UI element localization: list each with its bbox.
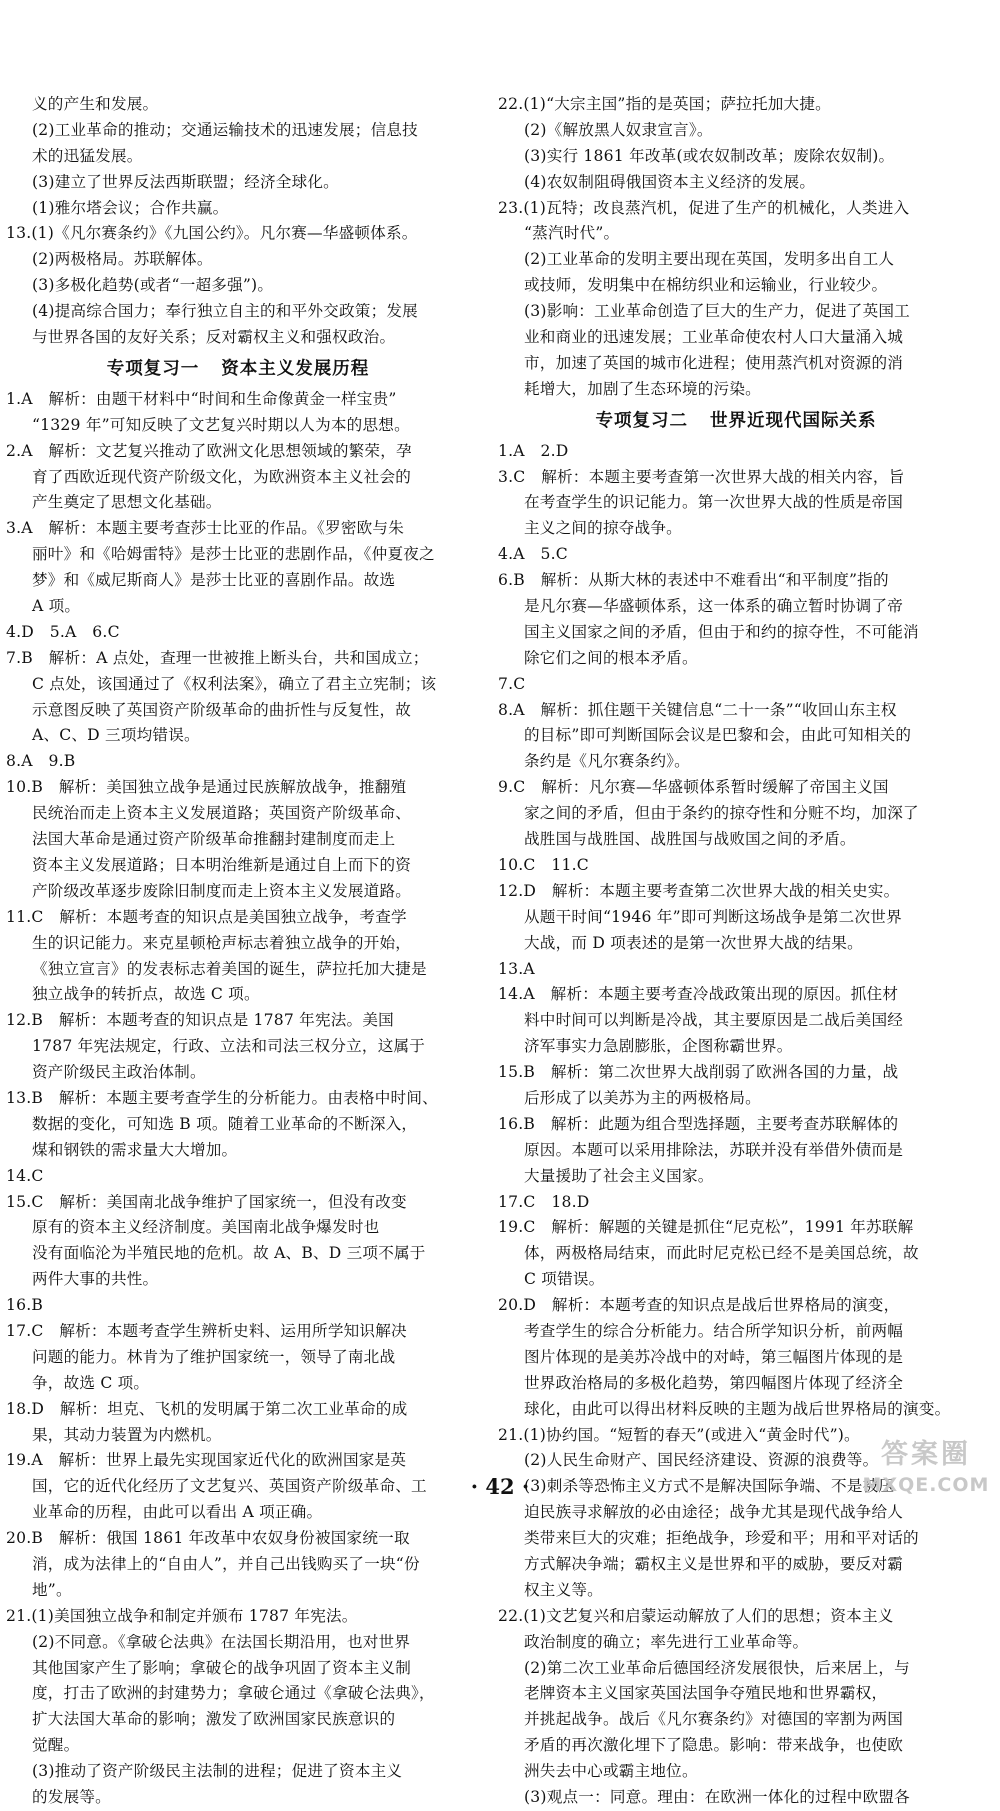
answer-line: 主义之间的掠夺战争。 <box>524 519 682 538</box>
answer-line: 1787 年宪法规定，行政、立法和司法三权分立，这属于 <box>32 1037 426 1056</box>
answer-line: 国，它的近代化经历了文艺复兴、英国资产阶级革命、工 <box>32 1477 427 1496</box>
answer-line: 4.A 5.C <box>498 545 568 564</box>
answer-line: 家之间的矛盾，但由于条约的掠夺性和分赃不均，加深了 <box>524 804 919 823</box>
answer-line: 17.C 18.D <box>498 1192 590 1211</box>
answer-line: 示意图反映了英国资产阶级革命的曲折性与反复性，故 <box>32 700 412 719</box>
answer-line: 并挑起战争。战后《凡尔赛条约》对德国的宰割为两国 <box>524 1710 904 1729</box>
answer-line: 22.(1)文艺复兴和启蒙运动解放了人们的思想；资本主义 <box>498 1606 894 1625</box>
answer-line: 15.C 解析：美国南北战争维护了国家统一，但没有改变 <box>6 1192 407 1211</box>
answer-line: 13.A <box>498 959 535 978</box>
answer-line: 21.(1)协约国。“短暂的春天”(或进入“黄金时代”)。 <box>498 1425 860 1444</box>
answer-line: 13.B 解析：本题主要考查学生的分析能力。由表格中时间、 <box>6 1088 438 1107</box>
answer-line: 产阶级改革逐步废除旧制度而走上资本主义发展道路。 <box>32 881 412 900</box>
answer-line: 没有面临沦为半殖民地的危机。故 A、B、D 三项不属于 <box>32 1244 426 1263</box>
answer-line: 民统治而走上资本主义发展道路；英国资产阶级革命、 <box>32 804 412 823</box>
answer-line: 其他国家产生了影响；拿破仑的战争巩固了资本主义制 <box>32 1658 412 1677</box>
answer-line: (2)第二次工业革命后德国经济发展很快，后来居上，与 <box>524 1658 910 1677</box>
answer-line: 8.A 解析：抓住题干关键信息“二十一条”“收回山东主权 <box>498 700 897 719</box>
answer-line: A 项。 <box>32 597 81 616</box>
answer-line: 法国大革命是通过资产阶级革命推翻封建制度而走上 <box>32 830 396 849</box>
answer-line: 18.D 解析：坦克、飞机的发明属于第二次工业革命的成 <box>6 1399 408 1418</box>
answer-line: 3.C 解析：本题主要考查第一次世界大战的相关内容，旨 <box>498 467 905 486</box>
answer-line: 17.C 解析：本题考查学生辨析史料、运用所学知识解决 <box>6 1321 407 1340</box>
answer-line: (4)提高综合国力；奉行独立自主的和平外交政策；发展 <box>32 302 418 321</box>
answer-line: C 点处，该国通过了《权利法案》，确立了君主立宪制；该 <box>32 674 437 693</box>
answer-line: 或技师，发明集中在棉纺织业和运输业，行业较少。 <box>524 276 888 295</box>
answer-line: 迫民族寻求解放的必由途径；战争尤其是现代战争给人 <box>524 1503 904 1522</box>
answer-line: 14.A 解析：本题主要考查冷战政策出现的原因。抓住材 <box>498 985 899 1004</box>
answer-line: 4.D 5.A 6.C <box>6 622 120 641</box>
answer-line: 生的识记能力。来克星顿枪声标志着独立战争的开始， <box>32 933 412 952</box>
right-column <box>498 92 974 1811</box>
answer-line: 度，打击了欧洲的封建势力；拿破仑通过《拿破仑法典》， <box>32 1684 435 1703</box>
answer-line: 图片体现的是美苏冷战中的对峙，第三幅图片体现的是 <box>524 1347 904 1366</box>
answer-line: (3)多极化趋势(或者“一超多强”)。 <box>32 276 274 295</box>
answer-line: 考查学生的综合分析能力。结合所学知识分析，前两幅 <box>524 1321 904 1340</box>
answer-line: 《独立宣言》的发表标志着美国的诞生，萨拉托加大捷是 <box>32 959 427 978</box>
answer-line: 政治制度的确立；率先进行工业革命等。 <box>524 1632 809 1651</box>
answer-line: 16.B <box>6 1296 44 1315</box>
answer-line: 类带来巨大的灾难；拒绝战争，珍爱和平；用和平对话的 <box>524 1529 919 1548</box>
answer-line: 资本主义发展道路；日本明治维新是通过自上而下的资 <box>32 855 412 874</box>
answer-line: 消，成为法律上的“自由人”，并自己出钱购买了一块“份 <box>32 1554 420 1573</box>
answer-line: 15.B 解析：第二次世界大战削弱了欧洲各国的力量，战 <box>498 1063 899 1082</box>
section-heading-part2: 资本主义发展历程 <box>221 358 370 379</box>
answer-line: 6.B 解析：从斯大林的表述中不难看出“和平制度”指的 <box>498 571 889 590</box>
answer-line: 权主义等。 <box>524 1580 603 1599</box>
answer-line: 市，加速了英国的城市化进程；使用蒸汽机对资源的消 <box>524 353 904 372</box>
section-heading-part1: 专项复习二 <box>595 410 688 431</box>
answer-line: 果，其动力装置为内燃机。 <box>32 1425 222 1444</box>
answer-line: 2.A 解析：文艺复兴推动了欧洲文化思想领域的繁荣，孕 <box>6 441 412 460</box>
answer-line: 矛盾的再次激化埋下了隐患。影响：带来战争，也使欧 <box>524 1736 904 1755</box>
answer-line: 3.A 解析：本题主要考查莎士比亚的作品。《罗密欧与朱 <box>6 519 404 538</box>
answer-line: 丽叶》和《哈姆雷特》是莎士比亚的悲剧作品，《仲夏夜之 <box>32 545 435 564</box>
answer-line: 23.(1)瓦特；改良蒸汽机，促进了生产的机械化，人类进入 <box>498 198 910 217</box>
answer-line: “蒸汽时代”。 <box>524 224 620 243</box>
answer-line: “1329 年”可知反映了文艺复兴时期以人为本的思想。 <box>32 415 410 434</box>
answer-line: 大量援助了社会主义国家。 <box>524 1166 714 1185</box>
answer-line: 7.C <box>498 674 526 693</box>
answer-line: (3)刺杀等恐怖主义方式不是解决国际争端、不是被压 <box>524 1477 895 1496</box>
answer-line: 10.C 11.C <box>498 855 589 874</box>
answer-line: 业和商业的迅速发展；工业革命使农村人口大量涌入城 <box>524 328 904 347</box>
answer-line: 义的产生和发展。 <box>32 95 159 113</box>
answer-line: 21.(1)美国独立战争和制定并颁布 1787 年宪法。 <box>6 1606 358 1625</box>
answer-line: 济军事实力急剧膨胀，企图称霸世界。 <box>524 1037 793 1056</box>
answer-line: 地”。 <box>32 1580 72 1599</box>
answer-line: 国主义国家之间的矛盾，但由于和约的掠夺性，不可能消 <box>524 622 919 641</box>
watermark-logo <box>860 1437 992 1503</box>
answer-line: 球化，由此可以得出材料反映的主题为战后世界格局的演变。 <box>524 1399 951 1418</box>
answer-line: 资产阶级民主政治体制。 <box>32 1063 206 1082</box>
answer-line: 争，故选 C 项。 <box>32 1373 150 1392</box>
answer-line: 战胜国与战胜国、战胜国与战败国之间的矛盾。 <box>524 830 856 849</box>
section-heading-international-relations <box>498 403 974 439</box>
answer-line: 料中时间可以判断是冷战，其主要原因是二战后美国经 <box>524 1011 904 1030</box>
answer-line: 原有的资本主义经济制度。美国南北战争爆发时也 <box>32 1218 380 1237</box>
answer-line: (2)不同意。《拿破仑法典》在法国长期沿用，也对世界 <box>32 1632 411 1651</box>
answer-line: 产生奠定了思想文化基础。 <box>32 493 222 512</box>
answer-line: 16.B 解析：此题为组合型选择题，主要考查苏联解体的 <box>498 1114 899 1133</box>
section-heading-capitalism-development <box>6 351 470 387</box>
right-column-continued-answers <box>498 92 974 403</box>
answer-line: 7.B 解析：A 点处，查理一世被推上断头台，共和国成立； <box>6 648 429 667</box>
answer-line: (2)工业革命的推动；交通运输技术的迅速发展；信息技 <box>32 120 418 139</box>
answer-line: 13.(1)《凡尔赛条约》《九国公约》。凡尔赛—华盛顿体系。 <box>6 224 418 243</box>
answer-line: 问题的能力。林肯为了维护国家统一，领导了南北战 <box>32 1347 396 1366</box>
answer-line: 在考查学生的识记能力。第一次世界大战的性质是帝国 <box>524 493 904 512</box>
answer-line: 19.A 解析：世界上最先实现国家近代化的欧洲国家是英 <box>6 1451 407 1470</box>
answer-line: 术的迅猛发展。 <box>32 146 143 165</box>
watermark-logo-text: 答案圈 <box>881 1439 971 1470</box>
answer-line: 11.C 解析：本题考查的知识点是美国独立战争，考查学 <box>6 907 407 926</box>
answer-line: 的发展等。 <box>32 1788 111 1806</box>
answer-line: 14.C <box>6 1166 44 1185</box>
answer-line: 业革命的历程，由此可以看出 A 项正确。 <box>32 1503 323 1522</box>
answer-line: 世界政治格局的多极化趋势，第四幅图片体现了经济全 <box>524 1373 904 1392</box>
answer-line: (3)影响：工业革命创造了巨大的生产力，促进了英国工 <box>524 302 910 321</box>
answer-line: (3)观点一：同意。理由：在欧洲一体化的过程中欧盟各 <box>524 1788 910 1806</box>
section-heading-part2: 世界近现代国际关系 <box>710 410 877 431</box>
answer-line: 扩大法国大革命的影响；激发了欧洲国家民族意识的 <box>32 1710 396 1729</box>
answer-line: 12.B 解析：本题考查的知识点是 1787 年宪法。美国 <box>6 1011 394 1030</box>
section-heading-part1: 专项复习一 <box>106 358 200 379</box>
left-column-section-answers <box>6 387 470 1811</box>
answer-line: 独立战争的转折点，故选 C 项。 <box>32 985 260 1004</box>
answer-line: 与世界各国的友好关系；反对霸权主义和强权政治。 <box>32 328 396 347</box>
answer-line: (4)农奴制阻碍俄国资本主义经济的发展。 <box>524 172 816 191</box>
answer-line: C 项错误。 <box>524 1270 605 1289</box>
left-column <box>6 92 470 1811</box>
answer-line: 育了西欧近现代资产阶级文化，为欧洲资本主义社会的 <box>32 467 412 486</box>
answer-line: 煤和钢铁的需求量大大增加。 <box>32 1140 238 1159</box>
answer-line: 洲失去中心或霸主地位。 <box>524 1762 698 1781</box>
answer-line: 梦》和《威尼斯商人》是莎士比亚的喜剧作品。故选 <box>32 571 396 590</box>
answer-line: 老牌资本主义国家英国法国争夺殖民地和世界霸权， <box>524 1684 888 1703</box>
answer-line: (2)人民生命财产、国民经济建设、资源的浪费等。 <box>524 1451 879 1470</box>
answer-line: 觉醒。 <box>32 1736 80 1755</box>
answer-line: 20.B 解析：俄国 1861 年改革中农奴身份被国家统一取 <box>6 1529 410 1548</box>
answer-line: 大战，而 D 项表述的是第一次世界大战的结果。 <box>524 933 863 952</box>
answer-line: 后形成了以美苏为主的两极格局。 <box>524 1088 761 1107</box>
answer-line: 数据的变化，可知选 B 项。随着工业革命的不断深入， <box>32 1114 418 1133</box>
answer-line: 是凡尔赛—华盛顿体系，这一体系的确立暂时协调了帝 <box>524 597 904 616</box>
answer-line: 12.D 解析：本题主要考查第二次世界大战的相关史实。 <box>498 881 900 900</box>
answer-line: 8.A 9.B <box>6 752 76 771</box>
right-column-section-answers <box>498 439 974 1811</box>
answer-line: 体，两极格局结束，而此时尼克松已经不是美国总统，故 <box>524 1244 919 1263</box>
left-column-continued-answers <box>6 92 470 351</box>
watermark-url: MXQE.COM <box>862 1474 990 1496</box>
answer-line: 两件大事的共性。 <box>32 1270 159 1289</box>
answer-line: 的目标”即可判断国际会议是巴黎和会，由此可知相关的 <box>524 726 912 745</box>
answer-line: (1)雅尔塔会议；合作共赢。 <box>32 198 229 217</box>
answer-line: 22.(1)“大宗主国”指的是英国；萨拉托加大捷。 <box>498 95 831 113</box>
answer-line: (2)两极格局。苏联解体。 <box>32 250 213 269</box>
answer-line: A、C、D 三项均错误。 <box>32 726 200 745</box>
answer-line: 1.A 解析：由题干材料中“时间和生命像黄金一样宝贵” <box>6 389 397 408</box>
answer-line: 10.B 解析：美国独立战争是通过民族解放战争，推翻殖 <box>6 778 407 797</box>
answer-line: 19.C 解析：解题的关键是抓住“尼克松”，1991 年苏联解 <box>498 1218 914 1237</box>
answer-line: 1.A 2.D <box>498 441 569 460</box>
answer-line: 从题干时间“1946 年”即可判断这场战争是第二次世界 <box>524 907 902 926</box>
page-number: · 42 · <box>470 1474 530 1499</box>
answer-line: (2)《解放黑人奴隶宣言》。 <box>524 120 713 139</box>
answer-line: 9.C 解析：凡尔赛—华盛顿体系暂时缓解了帝国主义国 <box>498 778 889 797</box>
answer-line: 耗增大，加剧了生态环境的污染。 <box>524 379 761 398</box>
answer-line: (3)推动了资产阶级民主法制的进程；促进了资本主义 <box>32 1762 403 1781</box>
answer-line: 20.D 解析：本题考查的知识点是战后世界格局的演变， <box>498 1296 900 1315</box>
answer-line: 原因。本题可以采用排除法，苏联并没有举借外债而是 <box>524 1140 904 1159</box>
answer-line: 条约是《凡尔赛条约》。 <box>524 752 690 771</box>
answer-line: (3)实行 1861 年改革(或农奴制改革；废除农奴制)。 <box>524 146 895 165</box>
answer-line: 除它们之间的根本矛盾。 <box>524 648 698 667</box>
answer-line: (2)工业革命的发明主要出现在英国，发明多出自工人 <box>524 250 895 269</box>
answer-line: 方式解决争端；霸权主义是世界和平的威胁，要反对霸 <box>524 1554 904 1573</box>
answer-line: (3)建立了世界反法西斯联盟；经济全球化。 <box>32 172 339 191</box>
